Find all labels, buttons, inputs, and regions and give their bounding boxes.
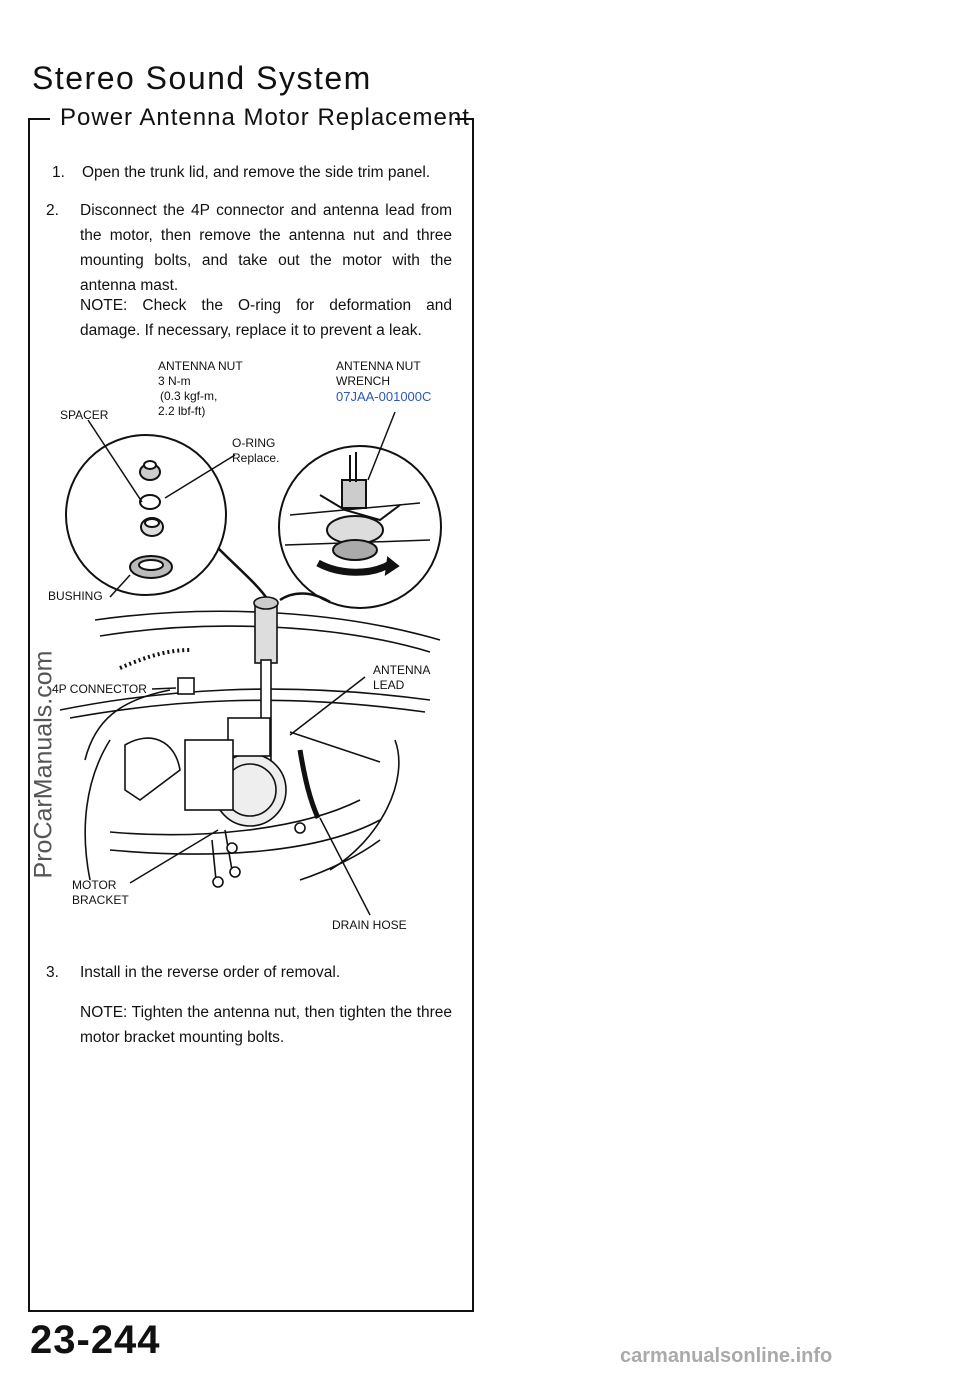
o-ring-part [140,495,160,509]
motor-bracket-label [72,878,129,908]
step-text: Install in the reverse order of removal. [80,964,341,981]
step-number: 1. [52,164,65,181]
page-title: Stereo Sound System [32,60,372,96]
step-2-note: NOTE: Check the O-ring for deformation and damage. If necessary, replace it to prevent a leak. [80,297,452,339]
label-line: 2.2 lbf-ft) [158,404,206,418]
spacer-label: SPACER [60,408,109,422]
step-number: 2. [46,202,59,219]
bracket-leader [130,830,218,883]
step-text: Disconnect the 4P connector and antenna lead from the motor, then remove the antenna nut and three mounting bolts, and take out the motor with the antenna mast. [80,202,452,294]
step-number: 3. [46,964,59,981]
label-line: WRENCH [336,374,390,388]
label-line: ANTENNA NUT [158,359,243,373]
connector-4p-label: 4P CONNECTOR [52,682,147,696]
label-line: 3 N-m [158,374,191,388]
o-ring-label [232,436,279,466]
antenna-nut-label [158,359,243,419]
watermark [24,565,64,965]
step-text: Open the trunk lid, and remove the side trim panel. [82,164,431,181]
step-3 [46,960,452,985]
label-line: BRACKET [72,893,129,907]
label-line: ANTENNA NUT [336,359,421,373]
antenna-lead-label [373,663,430,693]
label-line: Replace. [232,451,280,465]
label-line: (0.3 kgf-m, [160,389,218,403]
label-line: MOTOR [72,878,117,892]
spacer-leader [88,420,142,502]
connector-leader [152,688,176,689]
step-3-note: NOTE: Tighten the antenna nut, then tighten the three motor bracket mounting bolts. [80,1004,452,1046]
o-ring-leader [165,455,235,498]
label-line: O-RING [232,436,276,450]
section-title: Power Antenna Motor Replacement [60,104,470,131]
watermark-text: ProCarManuals.com [29,650,58,879]
page-number: 23-244 [30,1318,161,1362]
drain-hose-leader [320,818,370,915]
part-number: 07JAA-001000C [336,389,432,404]
antenna-nut-wrench-label [336,359,431,404]
antenna-lead-leader [290,677,365,735]
footer-url[interactable]: carmanualsonline.info [620,1345,833,1367]
label-line: ANTENNA [373,663,431,677]
label-line: LEAD [373,678,405,692]
drain-hose-label: DRAIN HOSE [332,918,407,932]
bushing-label: BUSHING [48,589,103,603]
